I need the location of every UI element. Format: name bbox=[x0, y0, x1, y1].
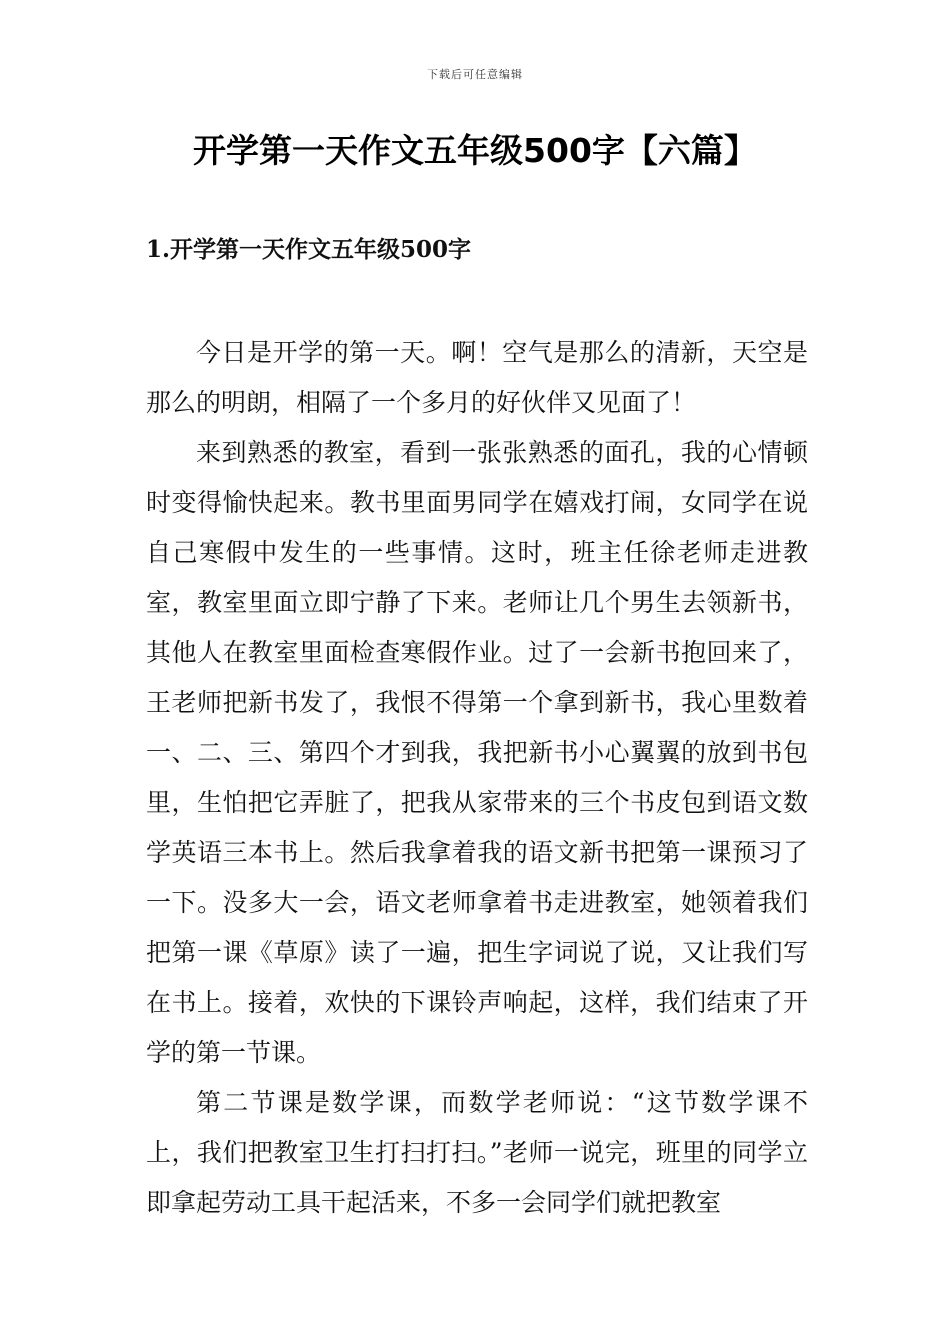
header-note: 下载后可任意编辑 bbox=[427, 68, 523, 81]
article-body bbox=[146, 328, 808, 1228]
section-heading: 1.开学第一天作文五年级500字 bbox=[146, 236, 472, 263]
document-title: 开学第一天作文五年级500字【六篇】 bbox=[193, 131, 757, 170]
paragraph-2: 来到熟悉的教室，看到一张张熟悉的面孔，我的心情顿时变得愉快起来。教书里面男同学在嬉戏打闹，女同学在说自己寒假中发生的一些事情。这时，班主任徐老师走进教室，教室里面立即宁静了下来。老师让几个男生去领新书，其他人在教室里面检查寒假作业。过了一会新书抱回来了，王老师把新书发了，我恨不得第一个拿到新书，我心里数着一、二、三、第四个才到我，我把新书小心翼翼的放到书包里，生怕把它弄脏了，把我从家带来的三个书皮包到语文数学英语三本书上。然后我拿着我的语文新书把第一课预习了一下。没多大一会，语文老师拿着书走进教室，她领着我们把第一课《草原》读了一遍，把生字词说了说，又让我们写在书上。接着，欢快的下课铃声响起，这样，我们结束了开学的第一节课。 bbox=[146, 438, 808, 1067]
paragraph-1: 今日是开学的第一天。啊！空气是那么的清新，天空是那么的明朗，相隔了一个多月的好伙伴又见面了！ bbox=[146, 338, 808, 417]
paragraph-3: 第二节课是数学课，而数学老师说：“这节数学课不上，我们把教室卫生打扫打扫。”老师一说完，班里的同学立即拿起劳动工具干起活来，不多一会同学们就把教室 bbox=[146, 1088, 808, 1217]
